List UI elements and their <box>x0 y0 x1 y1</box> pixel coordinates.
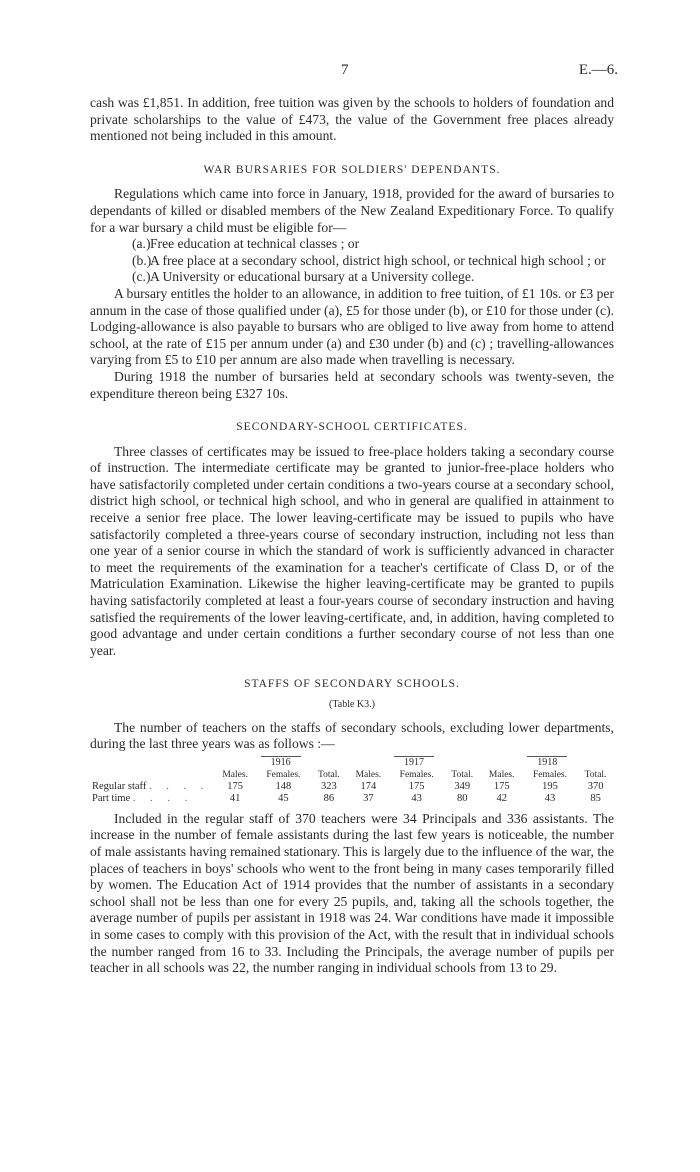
war-bursaries-heading: WAR BURSARIES FOR SOLDIERS' DEPENDANTS. <box>203 163 501 176</box>
row-label: Part time <box>92 792 131 804</box>
document-reference: E.—6. <box>578 62 618 78</box>
column-header: Females. <box>266 769 301 780</box>
list-marker: (a.) <box>132 236 151 252</box>
table-cell: 175 <box>493 780 510 792</box>
table-cell: 175 <box>227 780 243 792</box>
staffs-heading: STAFFS OF SECONDARY SCHOOLS. <box>244 678 460 691</box>
table-cell: 174 <box>360 780 377 792</box>
staff-table <box>90 757 614 805</box>
page-header <box>0 62 700 82</box>
column-header: Total. <box>584 769 607 780</box>
list-item-text: Free education at technical classes ; or <box>150 236 360 252</box>
page-number: 7 <box>341 62 349 78</box>
table-cell: 43 <box>411 792 422 804</box>
row-label: Regular staff <box>92 780 147 792</box>
table-cell: 42 <box>496 792 507 804</box>
column-header: Females. <box>399 769 434 780</box>
table-cell: 41 <box>229 792 241 804</box>
eligibility-list <box>90 236 614 286</box>
table-cell: 85 <box>590 792 601 804</box>
list-item <box>90 269 614 286</box>
column-header: Females. <box>532 769 567 780</box>
year-header: 1917 <box>394 756 434 768</box>
certificates-heading: SECONDARY-SCHOOL CERTIFICATES. <box>236 421 468 434</box>
table-cell: 148 <box>275 780 292 792</box>
table-cell: 45 <box>278 792 289 804</box>
list-marker: (c.) <box>132 269 151 285</box>
table-cell: 37 <box>363 792 374 804</box>
leader-dots: . . . . <box>132 792 194 804</box>
list-item <box>90 253 614 270</box>
war-bursaries-paragraph-2: A bursary entitles the holder to an allowance, in addition to free tuition, of £1 10s. or £3 per annum in the case of those qualified under (a), £5 for those under (b), or £10 for those under (c). Lodging-allowance is also payable to bursars who are obliged to live away from home to attend school, at the rate of £15 per annum under (a) and £30 under (b) and (c) ; travelling-allowances varying from £5 to £10 per annum are also made when travelling is necessary. <box>90 285 614 368</box>
table-cell: 349 <box>454 780 471 792</box>
table-cell: 43 <box>544 792 556 804</box>
table-cell: 80 <box>456 792 468 804</box>
intro-paragraph: cash was £1,851. In addition, free tuition was given by the schools to holders of foundation and private scholarships to the value of £473, the value of the Government free places already mentioned not being included in this amount. <box>90 95 614 144</box>
table-cell: 370 <box>587 780 604 792</box>
war-bursaries-paragraph-1: Regulations which came into force in January, 1918, provided for the award of bursaries to dependants of killed or disabled members of the New Zealand Expeditionary Force. To qualify for a war bursary a child must be eligible for— <box>90 186 614 235</box>
column-header: Males. <box>355 769 382 780</box>
list-marker: (b.) <box>132 252 152 268</box>
year-header: 1916 <box>261 756 301 768</box>
page-body <box>90 95 614 977</box>
list-item-text: A free place at a secondary school, district high school, or technical high school ; or <box>150 252 606 268</box>
column-header: Males. <box>222 769 248 780</box>
year-header: 1918 <box>527 756 567 768</box>
column-header: Males. <box>488 769 515 780</box>
table-row <box>90 793 614 805</box>
leader-dots: . . . . <box>148 780 210 792</box>
table-row <box>90 781 614 793</box>
column-header: Total. <box>451 769 474 780</box>
war-bursaries-paragraph-3: During 1918 the number of bursaries held at secondary schools was twenty-seven, the expenditure thereon being £327 10s. <box>90 368 614 401</box>
list-item-text: A University or educational bursary at a University college. <box>150 269 475 285</box>
table-cell: 195 <box>542 780 558 792</box>
table-cell: 86 <box>323 792 335 804</box>
staffs-paragraph-1: The number of teachers on the staffs of secondary schools, excluding lower departments, during the last three years was as follows :— <box>90 719 614 752</box>
certificates-paragraph: Three classes of certificates may be issued to free-place holders taking a secondary course of instruction. The intermediate certificate may be granted to junior-free-place holders who have satisfactorily completed under certain conditions a two-years course at a secondary school, district high school, or technical high school, and who in general are qualified in attainment to receive a senior free place. The lower leaving-certificate may be issued to pupils who have satisfactorily completed a three-years course of secondary instruction, including not less than one year of a senior course in which the standard of work is sufficiently advanced in character to meet the requirements of the examination for a teacher's certificate of Class D, or of the Matriculation Examination. Likewise the higher leaving-certificate may be granted to pupils having satisfactorily completed at least a four-years course of secondary instruction and having satisfied the requirements of the lower leaving-certificate, and, in addition, having completed to good advantage and under certain conditions a further secondary course of not less than one year. <box>90 443 614 658</box>
list-item <box>90 236 614 253</box>
column-header: Total. <box>318 769 340 780</box>
staffs-paragraph-2: Included in the regular staff of 370 teachers were 34 Principals and 336 assistants. The increase in the number of female assistants during the last few years is noticeable, the number of male assistants having remained stationary. This is largely due to the influence of the war, the places of teachers in boys' schools who went to the front being in many cases temporarily filled by women. The Education Act of 1914 provides that the number of assistants in a secondary school shall not be less than one for every 25 pupils, and, taking all the schools together, the average number of pupils per assistant in 1918 was 24. War conditions have made it impossible in some cases to comply with this provision of the Act, with the result that in individual schools the number ranged from 16 to 33. Including the Principals, the average number of pupils per teacher in all schools was 22, the number ranging in individual schools from 13 to 29. <box>90 810 614 976</box>
table-cell: 175 <box>408 780 425 792</box>
table-cell: 323 <box>321 780 337 792</box>
table-reference: (Table K3.) <box>329 699 375 710</box>
